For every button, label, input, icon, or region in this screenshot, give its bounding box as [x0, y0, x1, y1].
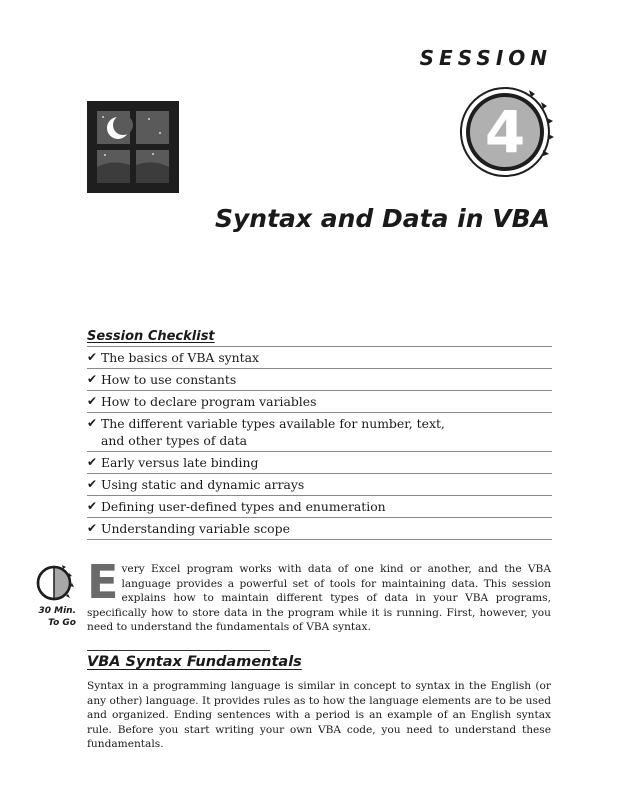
time-marker-label: [30, 605, 76, 629]
session-number-badge: [455, 82, 555, 182]
checklist-item-text: The basics of VBA syntax: [101, 350, 260, 365]
checklist-item-text: Early versus late binding: [101, 455, 259, 470]
time-marker-line2: To Go: [48, 618, 76, 628]
check-icon: ✔: [87, 416, 98, 430]
section-heading: VBA Syntax Fundamentals: [87, 654, 302, 670]
checklist-item: [87, 474, 552, 496]
checklist-item: [87, 452, 552, 474]
checklist-item-line: and other types of data: [101, 433, 248, 448]
checklist-item-text: [101, 415, 445, 449]
check-icon: ✔: [87, 394, 98, 408]
drop-cap: E: [87, 555, 119, 609]
time-marker: [30, 563, 76, 629]
chapter-title: Syntax and Data in VBA: [215, 204, 550, 233]
checklist-item: [87, 347, 552, 369]
checklist-item: [87, 518, 552, 540]
checklist-item: [87, 369, 552, 391]
check-icon: ✔: [87, 499, 98, 513]
check-icon: ✔: [87, 372, 98, 386]
night-window-icon: [87, 101, 179, 193]
body-paragraph: Syntax in a programming language is similar in concept to syntax in the English (or any other) language. It provides rules as to how the language elements are to be used and organized. Ending sentences with a period is an example of an English syntax rule. Before you start writing your own VBA code, you need to understand these fundamentals.: [87, 680, 551, 750]
checklist-item-text: How to use constants: [101, 372, 237, 387]
checklist-item-text: Defining user-defined types and enumeration: [101, 499, 386, 514]
clock-icon: [34, 563, 74, 603]
check-icon: ✔: [87, 455, 98, 469]
section-rule: [87, 650, 270, 651]
check-icon: ✔: [87, 350, 98, 364]
session-checklist: [87, 329, 552, 540]
session-label: SESSION: [419, 46, 552, 70]
checklist-item-text: How to declare program variables: [101, 394, 317, 409]
checklist-item-text: Understanding variable scope: [101, 521, 290, 536]
session-number: 4: [484, 98, 526, 166]
check-icon: ✔: [87, 521, 98, 535]
intro-text: very Excel program works with data of one kind or another, and the VBA language provides a powerful set of tools for maintaining data. This session explains how to maintain different types of data in your VBA programs, specifically how to store data in the program while it is running. First, however, you need to understand the fundamentals of VBA syntax.: [87, 563, 551, 633]
checklist-item: [87, 391, 552, 413]
time-marker-line1: 30 Min.: [38, 606, 76, 616]
checklist-item-line: The different variable types available for number, text,: [101, 416, 445, 431]
checklist-heading: Session Checklist: [87, 329, 552, 347]
check-icon: ✔: [87, 477, 98, 491]
intro-paragraph: [87, 555, 551, 635]
checklist-item: [87, 413, 552, 452]
checklist-item-text: Using static and dynamic arrays: [101, 477, 305, 492]
checklist-item: [87, 496, 552, 518]
